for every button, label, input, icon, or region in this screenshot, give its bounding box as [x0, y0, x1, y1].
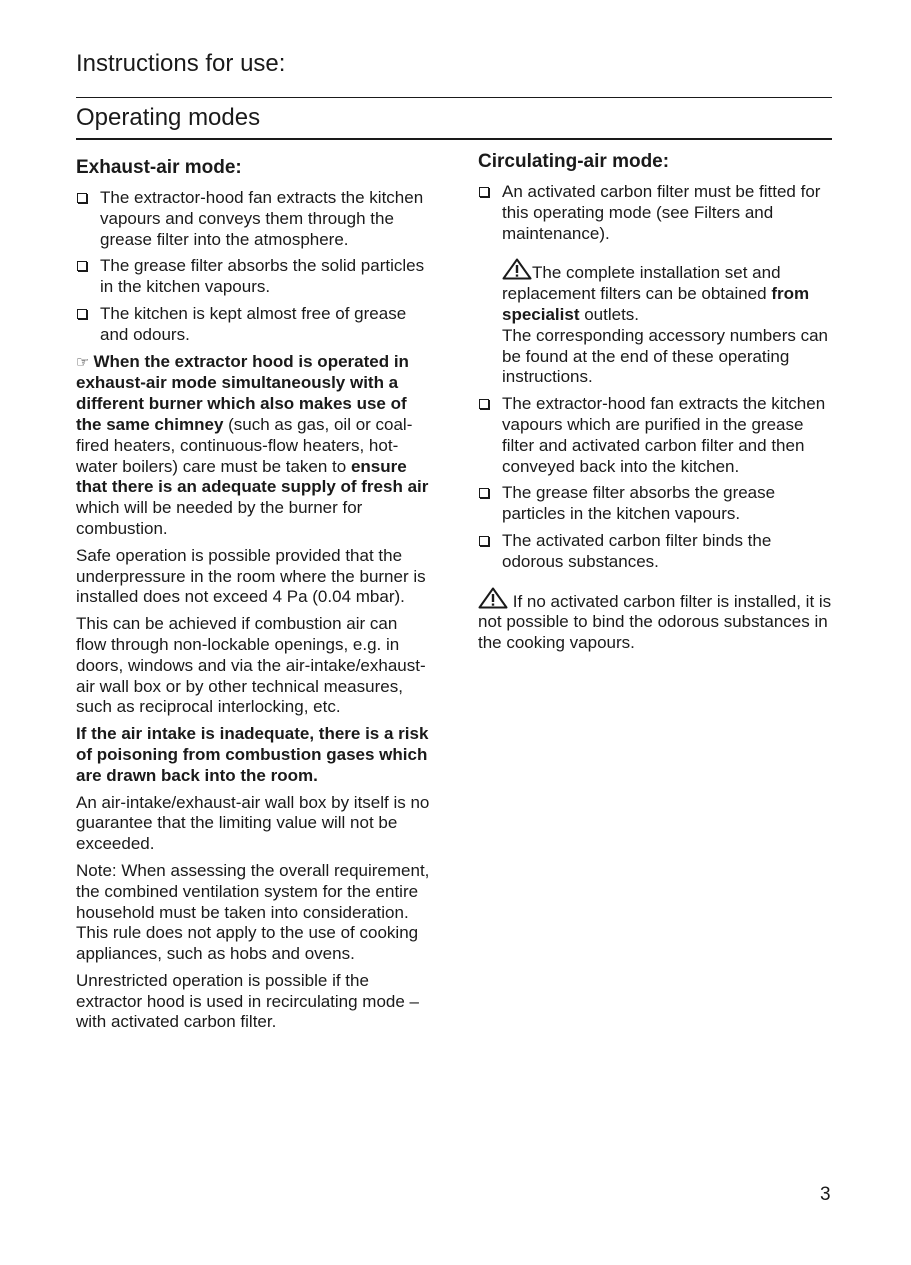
checkbox-bullet-icon: [77, 193, 87, 203]
checkbox-bullet-icon: [479, 187, 489, 197]
list-item-text: An activated carbon filter must be fitted for this operating mode (see Filters and maintenance).: [502, 182, 821, 243]
checkbox-bullet-icon: [77, 261, 87, 271]
list-item: [478, 394, 834, 477]
section-rule: [76, 138, 832, 140]
left-column: [76, 156, 432, 1039]
caution-text-2: outlets.: [579, 304, 640, 324]
right-column: [478, 150, 834, 660]
list-item: [478, 182, 834, 244]
list-item-text: The grease filter absorbs the solid particles in the kitchen vapours.: [100, 256, 425, 297]
poisoning-warning-text: If the air intake is inadequate, there is a risk of poisoning from combustion gases which are drawn back into the room.: [76, 724, 429, 785]
section-title: Operating modes: [76, 104, 261, 131]
list-item: [76, 256, 432, 298]
header-rule: [76, 97, 832, 98]
poisoning-warning: [76, 724, 432, 786]
warning-triangle-icon: [502, 258, 532, 280]
page-number: 3: [820, 1184, 831, 1205]
circulating-air-heading: Circulating-air mode:: [478, 151, 670, 172]
exhaust-air-heading: Exhaust-air mode:: [76, 157, 242, 178]
list-item-text: The kitchen is kept almost free of grease and odours.: [100, 303, 407, 344]
list-item: [478, 531, 834, 573]
header-title: Instructions for use:: [76, 50, 286, 77]
note-bold-2: ensure that there is an adequate supply of fresh air: [76, 456, 429, 497]
circulating-air-list-2: [478, 394, 834, 572]
installation-set-caution: [478, 258, 834, 388]
paragraph-ventilation-note: Note: When assessing the overall requirement, the combined ventilation system for the entire household must be taken into consideration. This rule does not apply to the use of cooking appliances, such as hobs and ovens.: [76, 860, 430, 964]
chimney-note: [76, 352, 432, 540]
list-item: [76, 188, 432, 250]
circulating-air-list-1: [478, 182, 834, 244]
caution-2-text: If no activated carbon filter is installed, it is not possible to bind the odorous substances in the cooking vapours.: [478, 591, 832, 653]
checkbox-bullet-icon: [479, 536, 489, 546]
paragraph-wall-box: An air-intake/exhaust-air wall box by itself is no guarantee that the limiting value will not be exceeded.: [76, 792, 430, 854]
list-item-text: The activated carbon filter binds the odorous substances.: [502, 530, 772, 571]
caution-bold: from specialist: [502, 284, 810, 324]
note-text-1: (such as gas, oil or coal-fired heaters, continuous-flow heaters, hot-water boilers) care must be taken to: [76, 414, 413, 476]
list-item: [478, 483, 834, 525]
pointing-hand-icon: ☞: [76, 353, 90, 371]
checkbox-bullet-icon: [479, 488, 489, 498]
note-bold-1: When the extractor hood is operated in exhaust-air mode simultaneously with a different burner which also makes use of the same chimney: [76, 351, 409, 434]
list-item-text: The grease filter absorbs the grease particles in the kitchen vapours.: [502, 483, 776, 524]
checkbox-bullet-icon: [479, 399, 489, 409]
no-carbon-filter-caution: [478, 587, 834, 654]
warning-triangle-icon: [478, 587, 508, 609]
list-item-text: The extractor-hood fan extracts the kitchen vapours which are purified in the grease filter and activated carbon filter and then conveyed back into the kitchen.: [502, 394, 826, 476]
paragraph-unrestricted: Unrestricted operation is possible if the extractor hood is used in recirculating mode – with activated carbon filter.: [76, 970, 420, 1032]
paragraph-combustion-air: This can be achieved if combustion air can flow through non-lockable openings, e.g. in doors, windows and via the air-intake/exhaust-air wall box or by other technical measures, such as reciprocal interlocking, etc.: [76, 614, 426, 717]
caution-accessory-text: The corresponding accessory numbers can be found at the end of these operating instructions.: [502, 325, 828, 387]
checkbox-bullet-icon: [77, 309, 87, 319]
paragraph-safe-operation: Safe operation is possible provided that the underpressure in the room where the burner is installed does not exceed 4 Pa (0.04 mbar).: [76, 545, 426, 607]
list-item-text: The extractor-hood fan extracts the kitchen vapours and conveys them through the grease filter into the atmosphere.: [100, 188, 424, 249]
list-item: [76, 304, 432, 346]
note-text-2: which will be needed by the burner for combustion.: [76, 498, 363, 538]
caution-text-1: The complete installation set and replacement filters can be obtained: [502, 263, 781, 304]
exhaust-air-list: [76, 188, 432, 346]
